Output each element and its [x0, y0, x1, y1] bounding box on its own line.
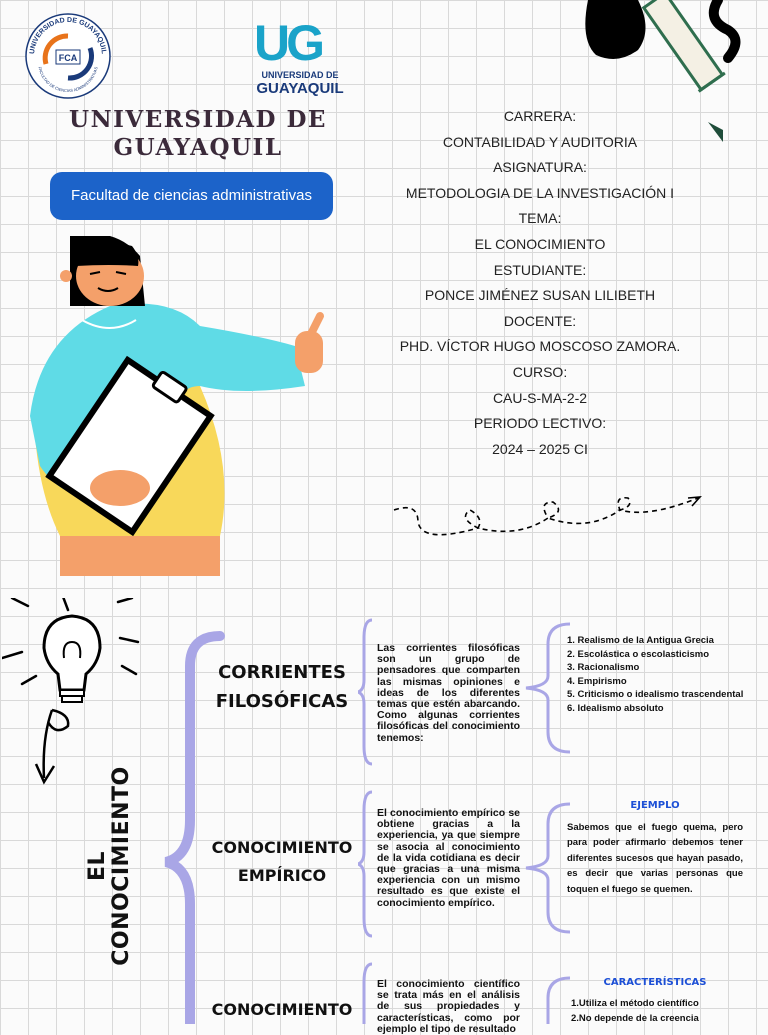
- carrera-value: CONTABILIDAD Y AUDITORIA: [442, 133, 638, 150]
- lightbulb-icon: [2, 598, 142, 788]
- characteristics-heading: CARACTERÍSTICAS: [603, 977, 707, 988]
- mindmap-title: [85, 766, 134, 966]
- list-item: 6. Idealismo absoluto: [567, 702, 664, 714]
- university-title: [40, 106, 356, 162]
- brace-list-2: [522, 800, 572, 936]
- dashed-arrow-squiggle: [388, 488, 708, 548]
- docente-value: PHD. VÍCTOR HUGO MOSCOSO ZAMORA.: [399, 338, 681, 355]
- corrientes-list: [567, 634, 747, 716]
- list-item: 2.No depende de la creencia: [571, 1013, 699, 1025]
- branch1-line2: FILOSÓFICAS: [215, 691, 349, 712]
- ug-logo-line2: GUAYAQUIL: [256, 80, 344, 97]
- list-item: 3. Racionalismo: [567, 662, 640, 674]
- ug-logo-mark: UG: [254, 15, 321, 71]
- faculty-seal-logo: [24, 12, 112, 100]
- branch2-description: El conocimiento empírico se obtiene gracias a la experiencia, ya que siempre se asocia al conocimiento de la vida cotidiana es decir que gracias a una misma experiencia con un mismo resultado es que existe el conocimiento empírico.: [377, 807, 520, 909]
- ug-logo-line1: UNIVERSIDAD DE: [261, 70, 339, 80]
- characteristics-list: [571, 996, 747, 1027]
- periodo-label: PERIODO LECTIVO:: [473, 415, 607, 432]
- brace-list-1: [522, 620, 572, 756]
- list-item: 4. Empirismo: [567, 675, 627, 687]
- estudiante-label: ESTUDIANTE:: [493, 261, 587, 278]
- branch3-description: El conocimiento científico se trata más en el análisis de sus propiedades y características, como por ejemplo el tipo de resultado: [377, 978, 520, 1035]
- list-item: 5. Criticismo o idealismo trascendental: [567, 689, 744, 701]
- seal-top-text: UNIVERSIDAD DE GUAYAQUIL: [29, 16, 107, 55]
- curso-label: CURSO:: [512, 363, 568, 380]
- tema-label: TEMA:: [518, 210, 562, 227]
- branch2-line2: EMPÍRICO: [237, 866, 327, 885]
- brace-desc-2: [358, 790, 378, 938]
- woman-illustration: [20, 236, 340, 576]
- curso-value: CAU-S-MA-2-2: [492, 389, 588, 406]
- brace-list-3: [522, 974, 572, 1024]
- branch-empirico-label: [210, 834, 354, 890]
- list-item: 1.Utiliza el método científico: [571, 998, 699, 1009]
- branch3-line1: CONOCIMIENTO: [211, 1000, 353, 1019]
- mindmap-title-line2: CONOCIMIENTO: [109, 766, 134, 966]
- seal-bottom-text: FACULTAD DE CIENCIAS ADMINISTRATIVAS: [37, 66, 99, 94]
- cover-info: [380, 104, 700, 462]
- carrera-label: CARRERA:: [503, 108, 577, 124]
- branch2-line1: CONOCIMIENTO: [211, 838, 353, 857]
- university-title-line1: UNIVERSIDAD DE: [69, 106, 327, 133]
- branch1-line1: CORRIENTES: [218, 662, 346, 683]
- asignatura-value: METODOLOGIA DE LA INVESTIGACIÓN I: [405, 184, 675, 201]
- branch-cientifico-label: [210, 998, 354, 1022]
- list-item: 1. Realismo de la Antigua Grecia: [567, 635, 714, 646]
- example-text: Sabemos que el fuego quema, pero para poder afirmarlo debemos tener diferentes sucesos que hayan pasado, es decir que varias personas que toquen el fuego se quemen.: [567, 822, 743, 895]
- mindmap-title-line1: EL: [85, 850, 110, 882]
- brace-desc-1: [358, 618, 378, 766]
- asignatura-label: ASIGNATURA:: [493, 159, 587, 176]
- example-heading: EJEMPLO: [630, 800, 680, 811]
- brace-desc-3: [358, 962, 378, 1024]
- branch-corrientes-label: [214, 658, 350, 716]
- estudiante-value: PONCE JIMÉNEZ SUSAN LILIBETH: [424, 287, 656, 304]
- ug-logo: [250, 14, 350, 98]
- list-item: 2. Escolástica o escolasticismo: [567, 648, 710, 660]
- decorative-shapes: [578, 0, 768, 150]
- faculty-banner: Facultad de ciencias administrativas: [50, 172, 333, 220]
- tema-value: EL CONOCIMIENTO: [474, 235, 606, 252]
- branch1-description: Las corrientes filosóficas son un grupo de pensadores que comparten las mismas opiniones e ideas de los diferentes temas que estén abarcando. Como algunas corrientes filosóficas del conocimiento tenemos:: [377, 642, 520, 744]
- seal-center-text: FCA: [58, 53, 78, 63]
- docente-label: DOCENTE:: [503, 312, 577, 329]
- periodo-value: 2024 – 2025 CI: [492, 440, 588, 457]
- university-title-line2: GUAYAQUIL: [113, 134, 283, 161]
